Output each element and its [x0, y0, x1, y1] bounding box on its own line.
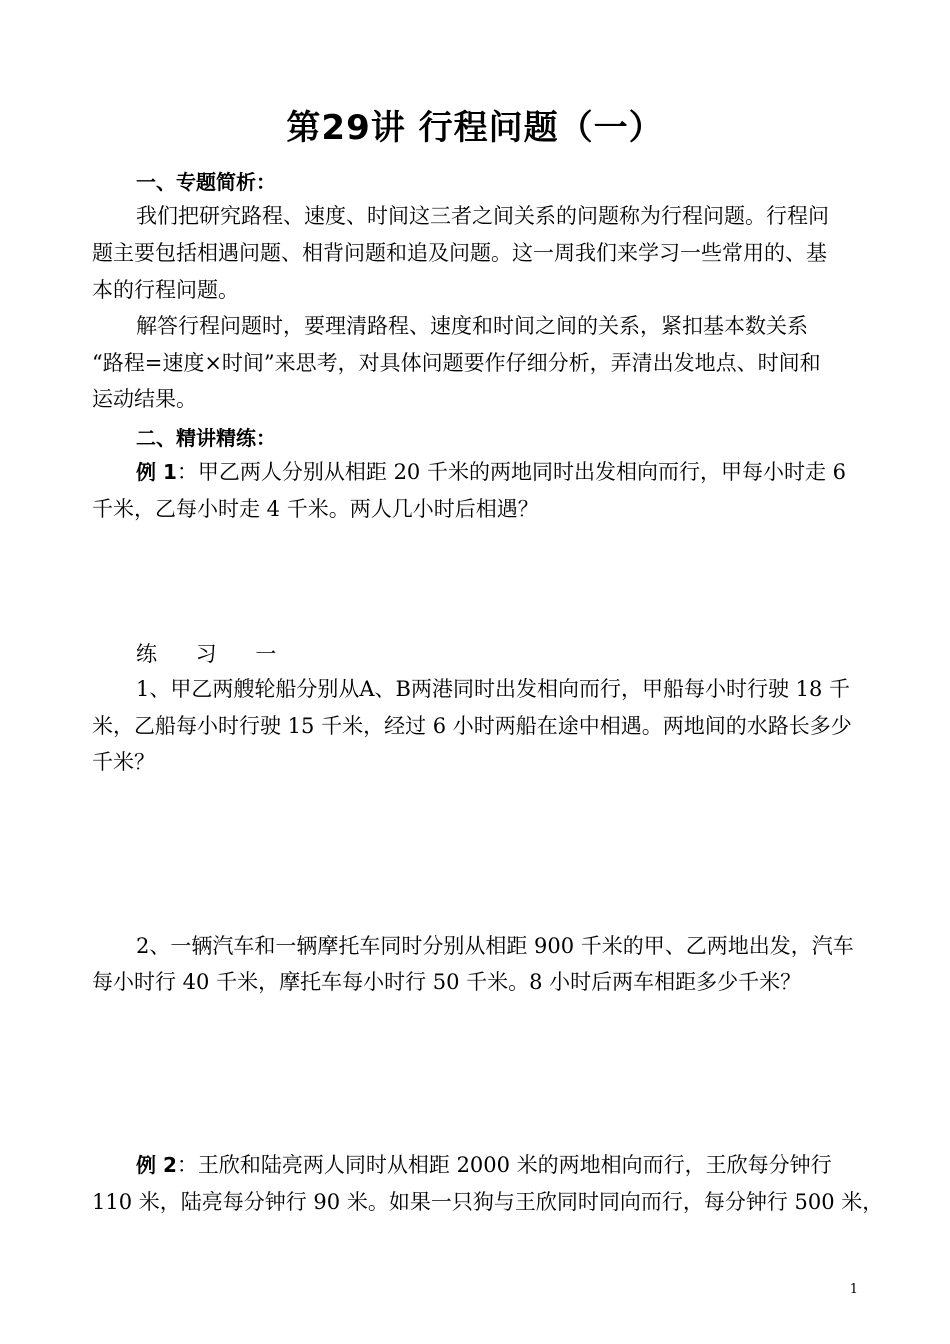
paragraph-line: 运动结果。	[92, 387, 197, 411]
practice-label: 练 习 一	[136, 642, 293, 666]
example-1-label: 例 1	[136, 460, 177, 484]
example-1-line: 千米，乙每小时走 4 千米。两人几小时后相遇？	[92, 497, 539, 521]
paragraph-line: 本的行程问题。	[92, 278, 239, 302]
practice-1-line: 米，乙船每小时行驶 15 千米，经过 6 小时两船在途中相遇。两地间的水路长多少	[92, 714, 852, 738]
paragraph-line: 解答行程问题时，要理清路程、速度和时间之间的关系，紧扣基本数关系	[136, 314, 808, 338]
practice-2-line: 每小时行 40 千米，摩托车每小时行 50 千米。8 小时后两车相距多少千米？	[92, 970, 802, 994]
example-2-text: ：王欣和陆亮两人同时从相距 2000 米的两地相向而行，王欣每分钟行	[176, 1153, 832, 1177]
page-number: 1	[849, 1282, 858, 1297]
practice-1-line: 1、甲乙两艘轮船分别从A、B两港同时出发相向而行，甲船每小时行驶 18 千	[136, 677, 851, 701]
section-heading-practice: 二、精讲精练：	[136, 426, 276, 450]
practice-1-line: 千米？	[92, 750, 155, 774]
example-2-label: 例 2	[136, 1153, 177, 1177]
example-2-line	[136, 1149, 862, 1181]
example-1-line	[136, 456, 862, 488]
example-2-line: 110 米，陆亮每分钟行 90 米。如果一只狗与王欣同时同向而行，每分钟行 500 米，	[92, 1190, 884, 1214]
practice-2-line: 2、一辆汽车和一辆摩托车同时分别从相距 900 千米的甲、乙两地出发，汽车	[136, 934, 854, 958]
paragraph-line: “路程=速度×时间”来思考，对具体问题要作仔细分析，弄清出发地点、时间和	[92, 351, 821, 375]
section-heading-analysis: 一、专题简析：	[136, 170, 276, 194]
paragraph-line: 我们把研究路程、速度、时间这三者之间关系的问题称为行程问题。行程问	[136, 204, 829, 228]
page-title: 第29讲 行程问题（一）	[286, 108, 664, 148]
example-1-text: ：甲乙两人分别从相距 20 千米的两地同时出发相向而行，甲每小时走 6	[176, 460, 846, 484]
paragraph-line: 题主要包括相遇问题、相背问题和追及问题。这一周我们来学习一些常用的、基	[92, 241, 827, 265]
